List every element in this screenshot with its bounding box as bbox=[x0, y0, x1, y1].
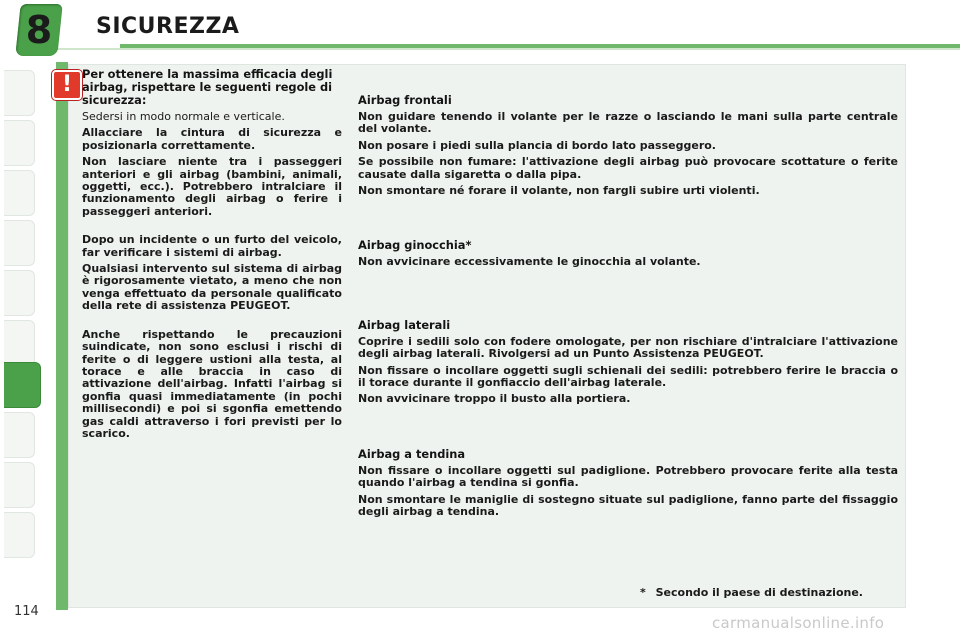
section-paragraph: Non fissare o incollare oggetti sugli schienali dei sedili: potrebbero ferire le braccia o il torace durante il gonfiaccio dell'airbag laterale. bbox=[358, 363, 898, 390]
footnote-text: Secondo il paese di destinazione. bbox=[655, 586, 863, 599]
section-paragraph: Non posare i piedi sulla plancia di bordo lato passeggero. bbox=[358, 138, 716, 152]
footnote bbox=[640, 586, 863, 599]
section-airbag-frontali bbox=[358, 94, 898, 197]
exclamation-warning-icon: ! bbox=[52, 70, 82, 100]
section-airbag-ginocchia bbox=[358, 239, 898, 268]
header-rule-light bbox=[40, 48, 960, 50]
section-paragraph: Non avvicinare troppo il busto alla portiera. bbox=[358, 392, 631, 406]
section-paragraph: Coprire i sedili solo con fodere omologate, per non rischiare d'intralciare l'attivazione degli airbag laterali. Rivolgersi ad un Punto Assistenza PEUGEOT. bbox=[358, 334, 898, 361]
chapter-side-tabs bbox=[0, 62, 60, 582]
section-airbag-tendina bbox=[358, 448, 898, 519]
side-tab-3[interactable] bbox=[4, 170, 35, 216]
side-tab-4[interactable] bbox=[4, 220, 35, 266]
section-paragraph: Non smontare le maniglie di sostegno situate sul padiglione, fanno parte del fissaggio degli airbag a tendina. bbox=[358, 492, 898, 519]
section-heading: Airbag frontali bbox=[358, 93, 452, 107]
section-airbag-laterali bbox=[358, 319, 898, 406]
left-column bbox=[82, 68, 342, 444]
content-green-bar bbox=[56, 62, 68, 610]
side-tab-8[interactable] bbox=[4, 412, 35, 458]
page-number: 114 bbox=[14, 604, 39, 619]
watermark: carmanualsonline.info bbox=[712, 614, 885, 632]
page-title: SICUREZZA bbox=[96, 14, 240, 39]
left-paragraph: Dopo un incidente o un furto del veicolo, far verificare i sistemi di airbag. bbox=[82, 233, 342, 259]
side-tab-6[interactable] bbox=[4, 320, 35, 366]
left-paragraph: Anche rispettando le precauzioni suindicate, non sono esclusi i rischi di ferite o di leggere ustioni alla testa, al torace e alle braccia in caso di attivazione dell'airbag. Infatti l'airbag si gonfia quasi immediatamente (in pochi millisecondi) e poi si sgonfia emettendo gas caldi attraverso i fori previsti per lo scarico. bbox=[82, 327, 342, 440]
left-paragraph: Allacciare la cintura di sicurezza e posizionarla correttamente. bbox=[82, 126, 342, 152]
footnote-marker: * bbox=[640, 586, 646, 599]
section-paragraph: Non smontare né forare il volante, non fargli subire urti violenti. bbox=[358, 184, 760, 198]
section-heading: Airbag a tendina bbox=[358, 446, 466, 461]
left-paragraph: Qualsiasi intervento sul sistema di airbag è rigorosamente vietato, a meno che non venga effettuato da personale qualificato della rete di assistenza PEUGEOT. bbox=[82, 262, 342, 313]
left-paragraph: Sedersi in modo normale e verticale. bbox=[82, 110, 285, 123]
section-paragraph: Se possibile non fumare: l'attivazione degli airbag può provocare scottature o ferite causate dalla sigaretta o dalla pipa. bbox=[358, 155, 898, 181]
side-tab-10[interactable] bbox=[4, 512, 35, 558]
left-heading: Per ottenere la massima efficacia degli airbag, rispettare le seguenti regole di sicurezza: bbox=[82, 67, 333, 107]
side-tab-5[interactable] bbox=[4, 270, 35, 316]
side-tab-active[interactable] bbox=[4, 362, 41, 408]
section-paragraph: Non guidare tenendo il volante per le razze o lasciando le mani sulla parte centrale del volante. bbox=[358, 110, 898, 136]
left-paragraph: Non lasciare niente tra i passeggeri anteriori e gli airbag (bambini, animali, oggetti, ecc.). Potrebbero intralciare il funzionamento degli airbag o ferire i passeggeri anteriori. bbox=[82, 155, 342, 218]
side-tab-2[interactable] bbox=[4, 120, 35, 166]
section-heading: Airbag laterali bbox=[358, 317, 451, 332]
section-paragraph: Non avvicinare eccessivamente le ginocchia al volante. bbox=[358, 255, 701, 269]
side-tab-1[interactable] bbox=[4, 70, 35, 116]
section-paragraph: Non fissare o incollare oggetti sul padiglione. Potrebbero provocare ferite alla testa quando l'airbag a tendina si gonfia. bbox=[358, 463, 898, 490]
right-column bbox=[358, 94, 898, 523]
section-heading: Airbag ginocchia* bbox=[358, 238, 472, 253]
side-tab-9[interactable] bbox=[4, 462, 35, 508]
chapter-number: 8 bbox=[25, 8, 53, 52]
